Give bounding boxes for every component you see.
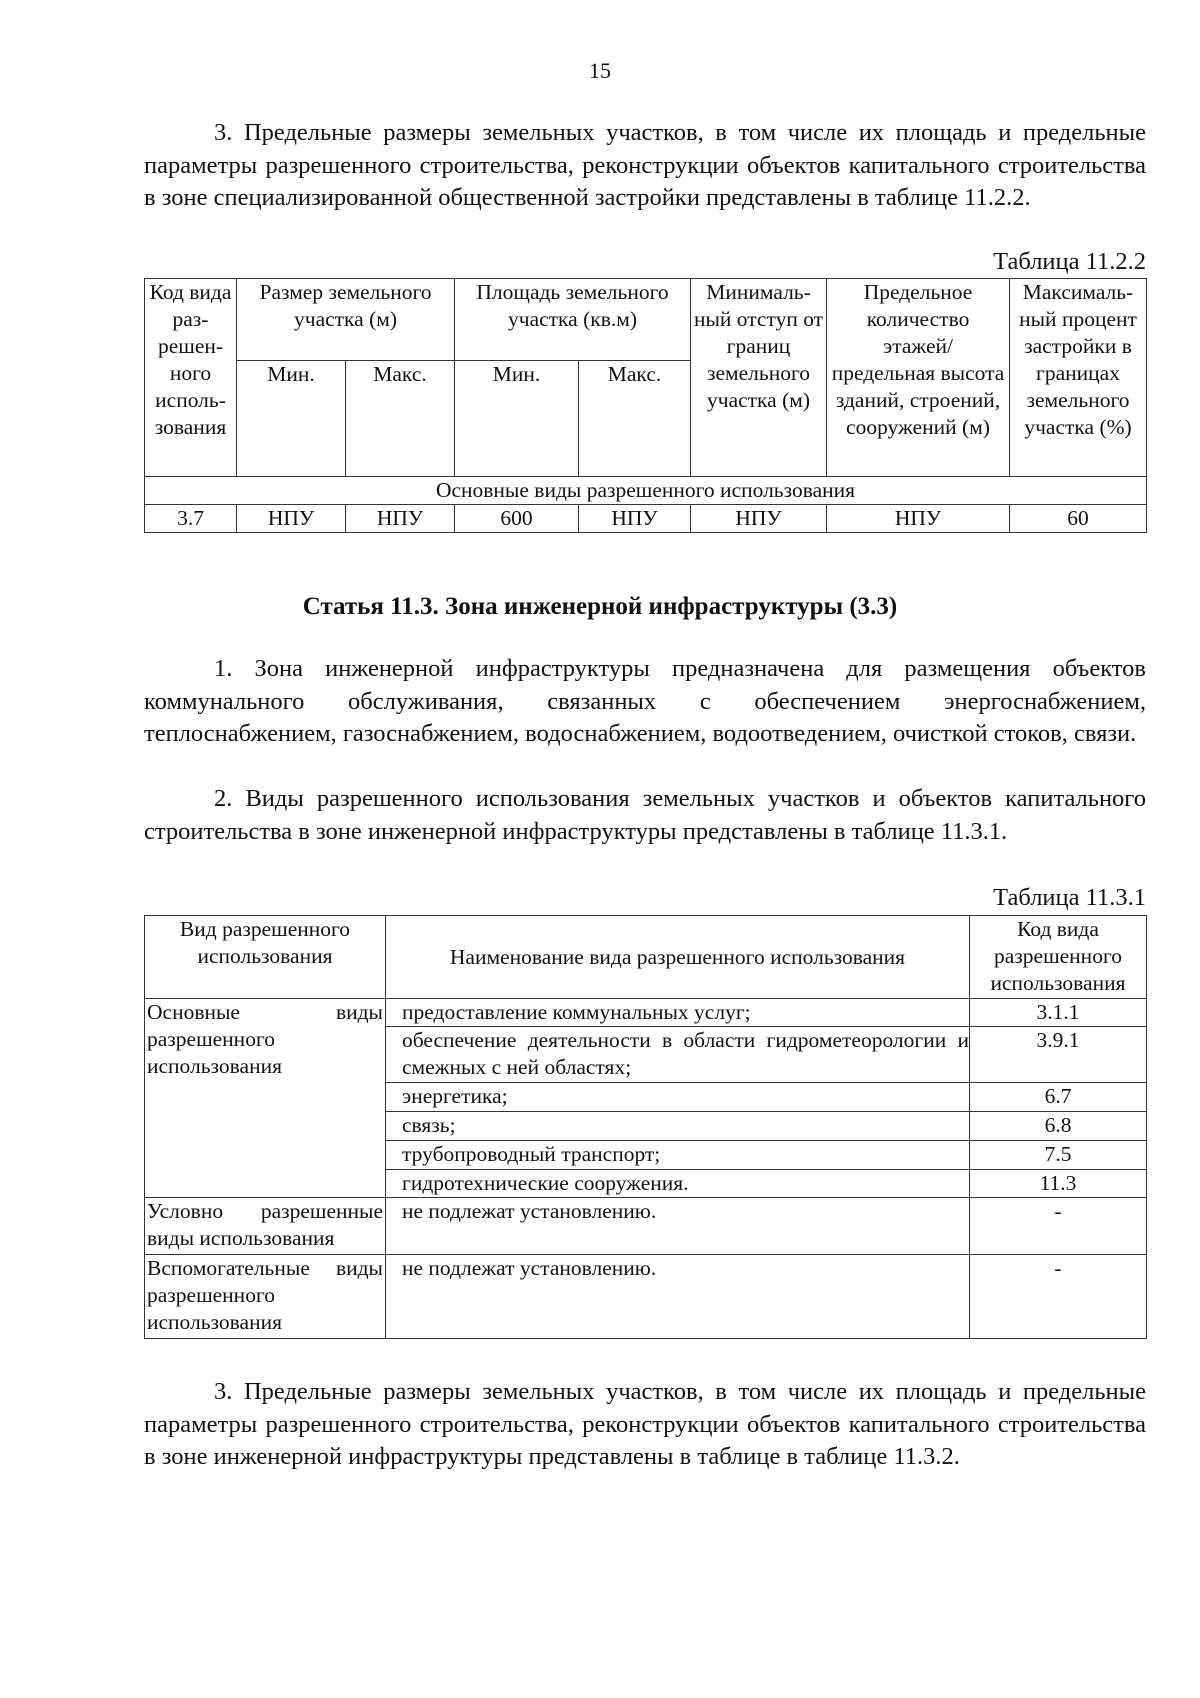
auxiliary-use-code: - [970,1255,1147,1339]
header-code: Код вида раз-решен-ного исполь-зования [145,279,237,477]
cell-size-max: НПУ [346,505,455,533]
table-11-3-1-caption: Таблица 11.3.1 [993,884,1146,911]
use-name: предоставление коммунальных услуг; [386,999,970,1027]
use-name: трубопроводный транспорт; [386,1141,970,1170]
header-floors-height: Предельное количество этажей/ предельная высота зданий, строений, сооружений (м) [827,279,1010,477]
use-name: связь; [386,1112,970,1141]
use-name: обеспечение деятельности в области гидрометеорологии и смежных с ней областях; [386,1027,970,1083]
use-code: 6.7 [970,1083,1147,1112]
cell-min-offset: НПУ [691,505,827,533]
use-code: 6.8 [970,1112,1147,1141]
table-11-2-2 [144,278,1147,533]
paragraph-limits-public-zone: 3. Предельные размеры земельных участков, в том числе их площадь и предельные параметры разрешенного строительства, реконструкции объектов капитального строительства в зоне специализированной общественной застройки представлены в таблице 11.2.2. [144,119,1146,211]
header-area-max: Макс. [579,361,691,477]
paragraph-limits-infra-zone: 3. Предельные размеры земельных участков, в том числе их площадь и предельные параметры разрешенного строительства, реконструкции объектов капитального строительства в зоне инженерной инфраструктуры представлены в таблице в таблице 11.3.2. [144,1378,1146,1470]
header-area-min: Мин. [455,361,579,477]
cell-max-percent: 60 [1010,505,1147,533]
cell-size-min: НПУ [237,505,346,533]
table-11-3-1 [144,915,1147,1339]
use-code: 11.3 [970,1170,1147,1198]
article-heading: Статья 11.3. Зона инженерной инфраструктуры (3.3) [302,593,898,620]
use-code: 3.1.1 [970,999,1147,1027]
cell-area-min: 600 [455,505,579,533]
header-min-offset: Минималь-ный отступ от границ земельного участка (м) [691,279,827,477]
header-size-max: Макс. [346,361,455,477]
auxiliary-use-name: не подлежат установлению. [386,1255,970,1339]
use-code: 3.9.1 [970,1027,1147,1083]
group-auxiliary-uses: Вспомогательные виды разрешенного использования [145,1255,386,1339]
header-plot-area: Площадь земельного участка (кв.м) [455,279,691,361]
conditional-use-name: не подлежат установлению. [386,1198,970,1255]
group-main-uses: Основные виды разрешенного использования [145,999,386,1198]
header-name: Наименование вида разрешенного использования [386,916,970,999]
table-11-2-2-caption: Таблица 11.2.2 [993,248,1146,275]
header-plot-size: Размер земельного участка (м) [237,279,455,361]
use-code: 7.5 [970,1141,1147,1170]
paragraph-zone-purpose: 1. Зона инженерной инфраструктуры предназначена для размещения объектов коммунального обслуживания, связанных с обеспечением энергоснабжением, теплоснабжением, газоснабжением, водоснабжением, водоотведением, очисткой стоков, связи. [144,655,1146,747]
conditional-use-code: - [970,1198,1147,1255]
header-size-min: Мин. [237,361,346,477]
header-max-percent: Максималь-ный процент застройки в границах земельного участка (%) [1010,279,1147,477]
use-name: энергетика; [386,1083,970,1112]
group-conditional-uses: Условно разрешенные виды использования [145,1198,386,1255]
paragraph-permitted-uses: 2. Виды разрешенного использования земельных участков и объектов капитального строительства в зоне инженерной инфраструктуры представлены в таблице 11.3.1. [144,785,1146,845]
use-name: гидротехнические сооружения. [386,1170,970,1198]
header-code: Код вида разрешенного использования [970,916,1147,999]
page-number: 15 [589,58,611,83]
cell-area-max: НПУ [579,505,691,533]
cell-code: 3.7 [145,505,237,533]
header-kind: Вид разрешенного использования [145,916,386,999]
cell-floors: НПУ [827,505,1010,533]
section-row: Основные виды разрешенного использования [145,477,1147,505]
